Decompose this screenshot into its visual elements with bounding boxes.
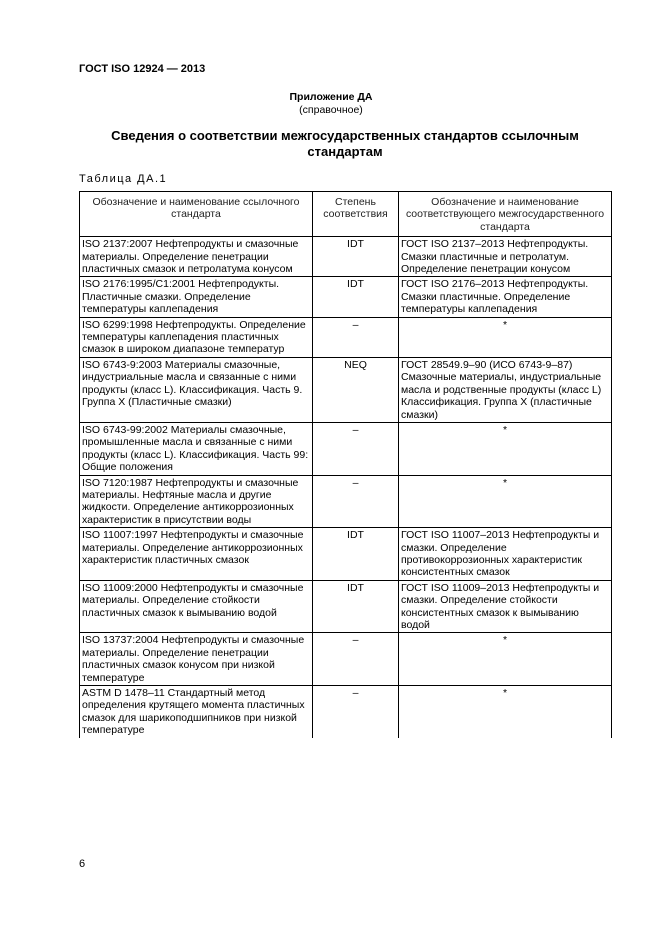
- corresponding-standard-cell: ГОСТ ISO 11009–2013 Нефтепродукты и смазки. Определение стойкости консистентных смазок к вымыванию водой: [399, 580, 612, 633]
- appendix-heading: [79, 91, 583, 117]
- degree-cell: –: [313, 475, 399, 528]
- document-code: ГОСТ ISO 12924 — 2013: [79, 63, 206, 75]
- reference-standard-cell: ASTM D 1478–11 Стандартный метод определения крутящего момента пластичных смазок для шарикоподшипников при низкой температуре: [80, 686, 313, 738]
- corresponding-standard-cell: ГОСТ ISO 2137–2013 Нефтепродукты. Смазки пластичные и петролатум. Определение пенетрации конусом: [399, 237, 612, 277]
- degree-cell: IDT: [313, 580, 399, 633]
- corresponding-standard-cell: *: [399, 686, 612, 738]
- reference-standard-cell: ISO 6743-99:2002 Материалы смазочные, промышленные масла и связанные с ними продукты (класс L). Классификация. Часть 99: Общие положения: [80, 422, 313, 475]
- reference-standard-cell: ISO 6743-9:2003 Материалы смазочные, индустриальные масла и связанные с ними продукты (класс L). Классификация. Часть 9. Группа X (Пластичные смазки): [80, 357, 313, 422]
- corresponding-standard-cell: *: [399, 633, 612, 686]
- corresponding-standard-cell: ГОСТ ISO 11007–2013 Нефтепродукты и смазки. Определение противокоррозионных характеристик консистентных смазок: [399, 528, 612, 581]
- degree-cell: –: [313, 317, 399, 357]
- reference-standard-cell: ISO 2137:2007 Нефтепродукты и смазочные материалы. Определение пенетрации пластичных смазок и петролатума конусом: [80, 237, 313, 277]
- corresponding-standard-cell: *: [399, 475, 612, 528]
- table-row: [80, 686, 612, 738]
- table-header-row: [80, 192, 612, 237]
- table-row: [80, 357, 612, 422]
- reference-standard-cell: ISO 13737:2004 Нефтепродукты и смазочные материалы. Определение пенетрации пластичных смазок конусом при низкой температуре: [80, 633, 313, 686]
- corresponding-standard-cell: ГОСТ 28549.9–90 (ИСО 6743-9–87) Смазочные материалы, индустриальные масла и родственные продукты (класс L) Классификация. Группа X (пластичные смазки): [399, 357, 612, 422]
- correspondence-table: [79, 191, 612, 738]
- degree-cell: –: [313, 633, 399, 686]
- table-label: Таблица ДА.1: [79, 173, 168, 185]
- degree-cell: –: [313, 422, 399, 475]
- corresponding-standard-cell: ГОСТ ISO 2176–2013 Нефтепродукты. Смазки пластичные. Определение температуры каплепадения: [399, 277, 612, 317]
- corresponding-standard-cell: *: [399, 317, 612, 357]
- degree-cell: NEQ: [313, 357, 399, 422]
- table-row: [80, 317, 612, 357]
- reference-standard-cell: ISO 11009:2000 Нефтепродукты и смазочные материалы. Определение стойкости пластичных смазок к вымыванию водой: [80, 580, 313, 633]
- reference-standard-cell: ISO 6299:1998 Нефтепродукты. Определение температуры каплепадения пластичных смазок в широком диапазоне температур: [80, 317, 313, 357]
- appendix-title: Приложение ДА: [289, 91, 373, 103]
- appendix-subtitle: (справочное): [299, 104, 363, 116]
- table-row: [80, 422, 612, 475]
- table-row: [80, 633, 612, 686]
- table-row: [80, 277, 612, 317]
- degree-cell: IDT: [313, 528, 399, 581]
- header-reference-standard: Обозначение и наименование ссылочного стандарта: [80, 192, 313, 237]
- degree-cell: –: [313, 686, 399, 738]
- header-degree: Степень соответствия: [313, 192, 399, 237]
- page-number: 6: [79, 858, 86, 870]
- table-row: [80, 528, 612, 581]
- degree-cell: IDT: [313, 277, 399, 317]
- degree-cell: IDT: [313, 237, 399, 277]
- header-corresponding-standard: Обозначение и наименование соответствующего межгосударственного стандарта: [399, 192, 612, 237]
- reference-standard-cell: ISO 11007:1997 Нефтепродукты и смазочные материалы. Определение антикоррозионных характеристик пластичных смазок: [80, 528, 313, 581]
- section-title: Сведения о соответствии межгосударственных стандартов ссылочным стандартам: [111, 128, 579, 159]
- reference-standard-cell: ISO 7120:1987 Нефтепродукты и смазочные материалы. Нефтяные масла и другие жидкости. Определение антикоррозионных характеристик в присутствии воды: [80, 475, 313, 528]
- table-row: [80, 580, 612, 633]
- corresponding-standard-cell: *: [399, 422, 612, 475]
- reference-standard-cell: ISO 2176:1995/C1:2001 Нефтепродукты. Пластичные смазки. Определение температуры каплепадения: [80, 277, 313, 317]
- table-row: [80, 475, 612, 528]
- table-row: [80, 237, 612, 277]
